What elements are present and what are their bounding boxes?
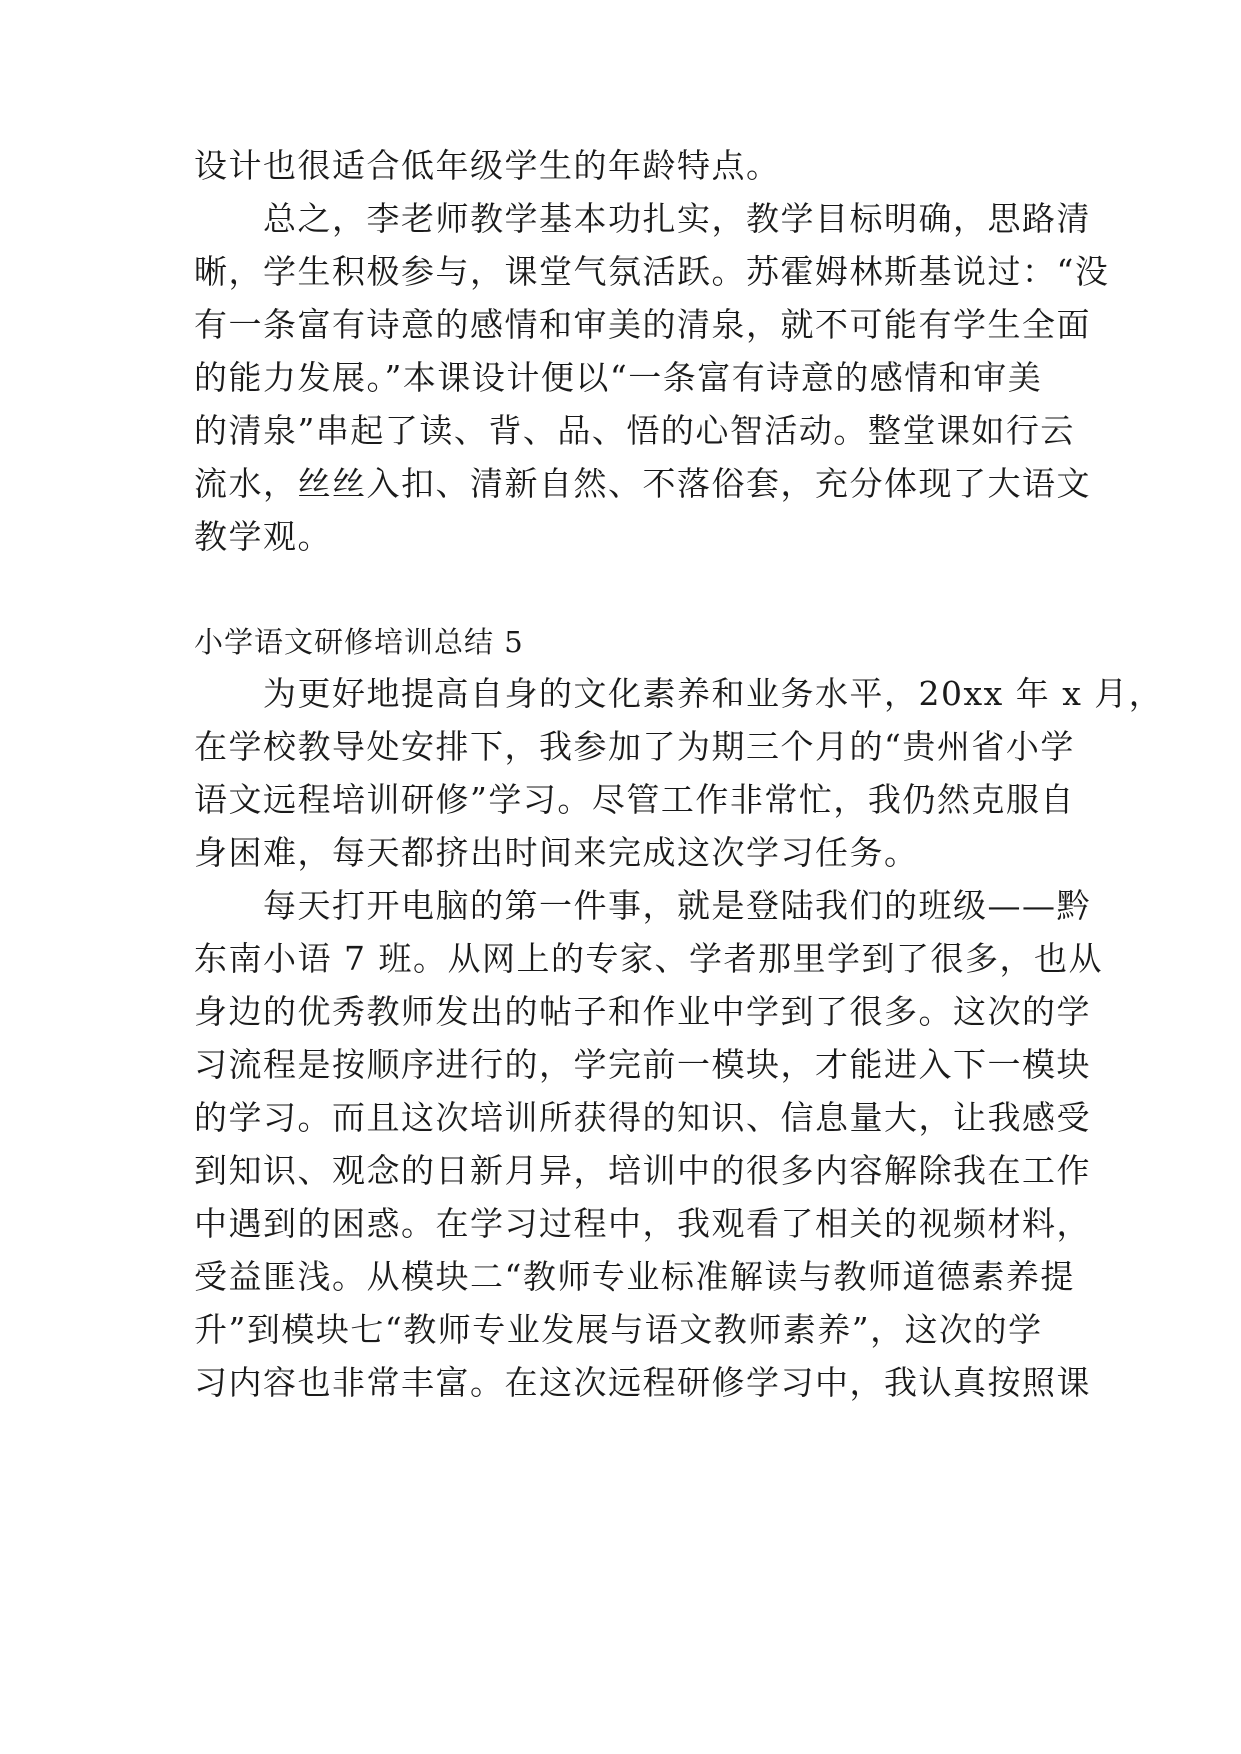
text-line: 总之，李老师教学基本功扎实，教学目标明确，思路清 <box>194 199 1091 238</box>
text-line: 为更好地提高自身的文化素养和业务水平，20xx 年 x 月， <box>194 674 1164 713</box>
text-line: 晰，学生积极参与，课堂气氛活跃。苏霍姆林斯基说过：“没 <box>194 252 1110 291</box>
text-line: 升”到模块七“教师专业发展与语文教师素养”，这次的学 <box>194 1310 1043 1349</box>
text-line: 习流程是按顺序进行的，学完前一模块，才能进入下一模块 <box>194 1045 1091 1084</box>
text-line: 中遇到的困惑。在学习过程中，我观看了相关的视频材料， <box>194 1204 1091 1243</box>
text-line: 东南小语 7 班。从网上的专家、学者那里学到了很多，也从 <box>194 939 1103 978</box>
text-line: 在学校教导处安排下，我参加了为期三个月的“贵州省小学 <box>194 727 1075 766</box>
text-line: 身困难，每天都挤出时间来完成这次学习任务。 <box>194 833 919 872</box>
text-line: 每天打开电脑的第一件事，就是登陆我们的班级——黔 <box>194 886 1091 925</box>
text-line: 到知识、观念的日新月异，培训中的很多内容解除我在工作 <box>194 1151 1091 1190</box>
text-line: 的清泉”串起了读、背、品、悟的心智活动。整堂课如行云 <box>194 411 1075 450</box>
text-line: 的学习。而且这次培训所获得的知识、信息量大，让我感受 <box>194 1098 1091 1137</box>
text-line: 身边的优秀教师发出的帖子和作业中学到了很多。这次的学 <box>194 992 1091 1031</box>
text-line: 受益匪浅。从模块二“教师专业标准解读与教师道德素养提 <box>194 1257 1075 1296</box>
text-line: 有一条富有诗意的感情和审美的清泉，就不可能有学生全面 <box>194 305 1091 344</box>
text-line: 语文远程培训研修”学习。尽管工作非常忙，我仍然克服自 <box>194 780 1075 819</box>
section-title: 小学语文研修培训总结 5 <box>194 625 524 659</box>
text-line: 习内容也非常丰富。在这次远程研修学习中，我认真按照课 <box>194 1363 1091 1402</box>
text-line: 教学观。 <box>194 517 332 556</box>
text-line: 的能力发展。”本课设计便以“一条富有诗意的感情和审美 <box>194 358 1043 397</box>
text-line: 流水，丝丝入扣、清新自然、不落俗套，充分体现了大语文 <box>194 464 1091 503</box>
text-line: 设计也很适合低年级学生的年龄特点。 <box>194 146 781 185</box>
